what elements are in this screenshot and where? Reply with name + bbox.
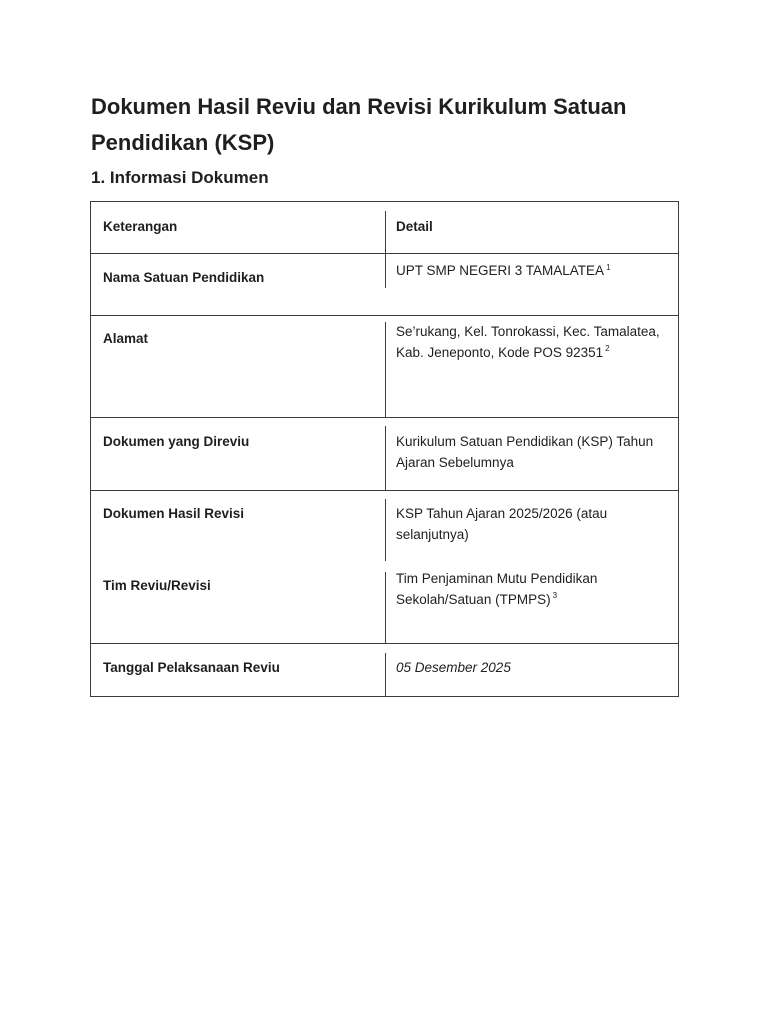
column-divider bbox=[385, 322, 386, 417]
row-detail-nama-satuan: UPT SMP NEGERI 3 TAMALATEA $^1$ bbox=[396, 262, 611, 278]
row-label-dokumen-hasil-revisi: Dokumen Hasil Revisi bbox=[103, 506, 245, 521]
column-divider bbox=[385, 211, 386, 253]
row-detail-alamat: Se’rukang, Kel. Tonrokassi, Kec. Tamalatea, Kab. Jeneponto, Kode POS 92351 $^2$ bbox=[396, 324, 660, 360]
row-label-alamat: Alamat bbox=[103, 331, 149, 346]
column-divider bbox=[385, 426, 386, 490]
column-divider bbox=[385, 499, 386, 561]
row-label-dokumen-direviu: Dokumen yang Direviu bbox=[103, 434, 250, 449]
table-header-detail: Detail bbox=[396, 219, 433, 234]
section-heading: 1. Informasi Dokumen bbox=[91, 168, 269, 187]
row-label-tanggal: Tanggal Pelaksanaan Reviu bbox=[103, 660, 280, 675]
row-label-nama-satuan: Nama Satuan Pendidikan bbox=[103, 270, 265, 285]
column-divider bbox=[385, 653, 386, 697]
row-detail-dokumen-direviu: Kurikulum Satuan Pendidikan (KSP) Tahun Ajaran Sebelumnya bbox=[396, 434, 654, 470]
document-title: Dokumen Hasil Reviu dan Revisi Kurikulum Satuan Pendidikan (KSP) bbox=[91, 94, 627, 155]
row-label-tim-reviu: Tim Reviu/Revisi bbox=[103, 578, 211, 593]
row-detail-dokumen-hasil-revisi: KSP Tahun Ajaran 2025/2026 (atau selanjutnya) bbox=[396, 506, 608, 542]
column-divider bbox=[385, 253, 386, 288]
footnote-marker: 3 bbox=[552, 591, 558, 600]
row-detail-tim-reviu: Tim Penjaminan Mutu Pendidikan Sekolah/Satuan (TPMPS) $^3$ bbox=[396, 571, 598, 607]
row-divider bbox=[91, 315, 678, 316]
row-divider bbox=[91, 417, 678, 418]
footnote-marker: 1 bbox=[606, 262, 611, 272]
row-divider bbox=[91, 643, 678, 644]
footnote-marker: 2 bbox=[605, 344, 610, 353]
row-divider bbox=[91, 490, 678, 491]
info-table bbox=[90, 201, 679, 697]
column-divider bbox=[385, 572, 386, 643]
row-detail-tanggal: 05 Desember 2025 bbox=[396, 660, 511, 675]
table-header-keterangan: Keterangan bbox=[103, 219, 178, 234]
